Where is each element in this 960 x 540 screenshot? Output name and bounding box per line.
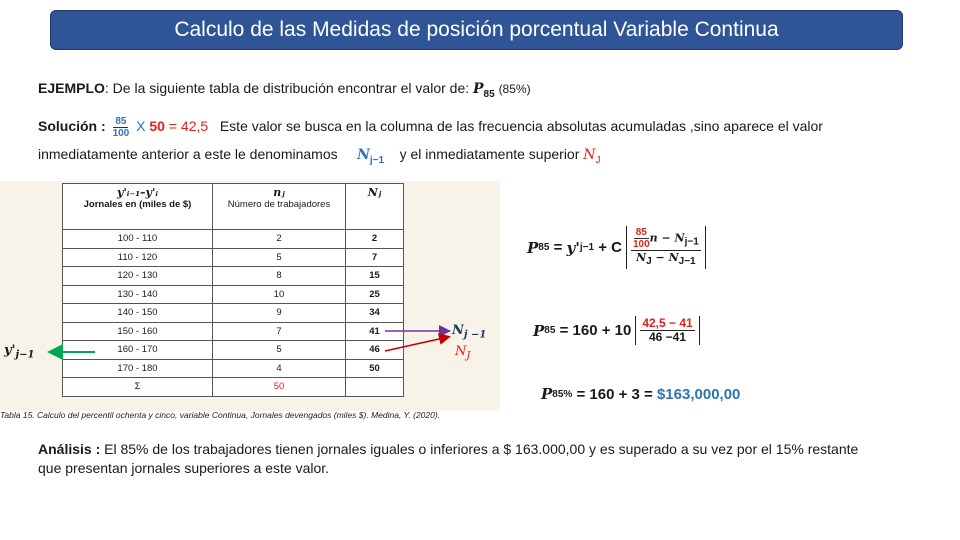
header-interval-label: Jornales en (miles de $) (83, 199, 192, 210)
formula1-denominator (636, 251, 696, 268)
formula1-bottom-mid: − N (651, 251, 679, 264)
cell-interval: 100 - 110 (63, 230, 213, 249)
cell-interval: 150 - 160 (63, 322, 213, 341)
formula3-rhs: = 160 + 3 = (576, 385, 653, 403)
label-yprime-sub: j−1 (15, 349, 35, 361)
cell-n: 5 (213, 248, 346, 267)
cell-interval: 140 - 150 (63, 304, 213, 323)
formula2-bottom: 46 −41 (648, 330, 687, 344)
solucion-frac-den: 100 (112, 128, 130, 139)
label-nj-text: N (455, 344, 467, 359)
formula1-numerator (631, 227, 701, 251)
total-value: 50 (213, 378, 346, 397)
label-nj1 (452, 323, 486, 341)
label-nj1-text: N (452, 323, 464, 338)
formula1-top-rest-sub: j−1 (684, 236, 699, 248)
formula1-lhs: P (527, 238, 539, 257)
formula2-bracket (635, 316, 699, 345)
analisis-text2: que presentan jornales superiores a este valor. (38, 460, 330, 476)
label-nj-sub: J (466, 350, 471, 362)
formula1-y-sub: j−1 (579, 242, 595, 254)
arrow-nj (385, 337, 448, 351)
solucion-nj-sub: J (595, 154, 601, 166)
cell-n: 9 (213, 304, 346, 323)
cell-n-cum: 34 (346, 304, 404, 323)
formula2-top: 42,5 − 41 (642, 316, 693, 330)
cell-interval: 130 - 140 (63, 285, 213, 304)
cell-n-cum: 2 (346, 230, 404, 249)
formula1-top-den: 100 (632, 239, 650, 250)
formula2-rhs: = 160 + 10 (559, 322, 632, 339)
formula1-bottom: N (636, 251, 647, 264)
cell-n: 8 (213, 267, 346, 286)
label-yprime-text: y' (4, 343, 16, 358)
header-cumulative-symbol: Nⱼ (367, 186, 382, 199)
cell-n-cum: 41 (346, 322, 404, 341)
analisis-text1: El 85% de los trabajadores tienen jornales iguales o inferiores a $ 163.000,00 y es superado a su vez por el 15% restante (100, 441, 859, 457)
slide-title: Calculo de las Medidas de posición porcentual Variable Continua (174, 18, 779, 41)
solucion-label: Solución : (38, 118, 106, 135)
formula1-plus: + C (598, 239, 622, 257)
cell-n: 7 (213, 322, 346, 341)
cell-n-cum: 50 (346, 359, 404, 378)
cell-n: 10 (213, 285, 346, 304)
analisis-label: Análisis : (38, 441, 101, 457)
formula-substituted (533, 316, 700, 345)
analisis-line (38, 441, 858, 457)
ejemplo-symbol-sub: 85 (483, 88, 495, 100)
cell-interval: 170 - 180 (63, 359, 213, 378)
formula1-bottom-sub2: J−1 (678, 256, 696, 268)
solucion-times: X (136, 118, 146, 135)
cell-interval: 160 - 170 (63, 341, 213, 360)
formula1-y: y' (566, 238, 580, 257)
solucion-nj: N (583, 147, 596, 163)
label-nj1-sub: j −1 (463, 329, 487, 341)
cell-n-cum: 7 (346, 248, 404, 267)
cell-n: 2 (213, 230, 346, 249)
formula1-eq: = (553, 239, 563, 257)
solucion-eq: = 42,5 (168, 118, 209, 135)
formula1-bracket (626, 226, 706, 269)
cell-n-cum: 25 (346, 285, 404, 304)
solucion-n: 50 (149, 118, 165, 135)
formula-result (541, 385, 740, 403)
solucion-nj1-sub: j−1 (369, 154, 385, 166)
analisis-line2 (38, 460, 329, 476)
solucion-text2a: inmediatamente anterior a este le denominamos (38, 146, 338, 162)
solucion-text2b: y el inmediatamente superior (399, 146, 580, 162)
ejemplo-pct: (85%) (498, 82, 531, 96)
formula1-top-rest: n − N (649, 231, 685, 245)
formula-general (527, 226, 706, 269)
ejemplo-symbol: P (473, 81, 484, 97)
solucion-nj1: N (357, 147, 370, 163)
label-yprime (4, 343, 35, 361)
cell-n-cum: 15 (346, 267, 404, 286)
formula2-lhs: P (533, 321, 545, 340)
cell-n: 5 (213, 341, 346, 360)
solucion-frac-num: 85 (115, 116, 127, 127)
formula1-bottom-sub1: J (646, 256, 652, 268)
ejemplo-text: : De la siguiente tabla de distribución encontrar el valor de: (104, 80, 474, 96)
formula2-lhs-sub: 85 (544, 325, 556, 336)
formula3-lhs-sub: 85% (552, 388, 573, 400)
total-label: Σ (63, 378, 213, 397)
formula3-lhs: P (541, 385, 553, 403)
formula1-lhs-sub: 85 (538, 242, 550, 254)
ejemplo-label: EJEMPLO (38, 80, 105, 96)
cell-n: 4 (213, 359, 346, 378)
formula1-top-fraction (633, 227, 650, 250)
header-frequency-label: Número de trabajadores (227, 199, 331, 210)
cell-interval: 120 - 130 (63, 267, 213, 286)
solucion-text1: Este valor se busca en la columna de las frecuencia absolutas acumuladas ,sino aparece el valor (219, 118, 823, 135)
header-frequency-symbol: nⱼ (273, 186, 285, 199)
header-interval-symbol: y'ᵢ₋₁–y'ᵢ (117, 186, 158, 199)
formula3-result: $163,000,00 (656, 385, 741, 403)
cell-n-cum: 46 (346, 341, 404, 360)
cell-interval: 110 - 120 (63, 248, 213, 267)
table-caption: Tabla 15. Calculo del percentil ochenta y cinco, variable Continua, Jornales devengados (miles $). Medina, Y. (2020). (0, 410, 441, 420)
label-nj (455, 344, 470, 362)
formula1-top-num: 85 (635, 227, 647, 238)
